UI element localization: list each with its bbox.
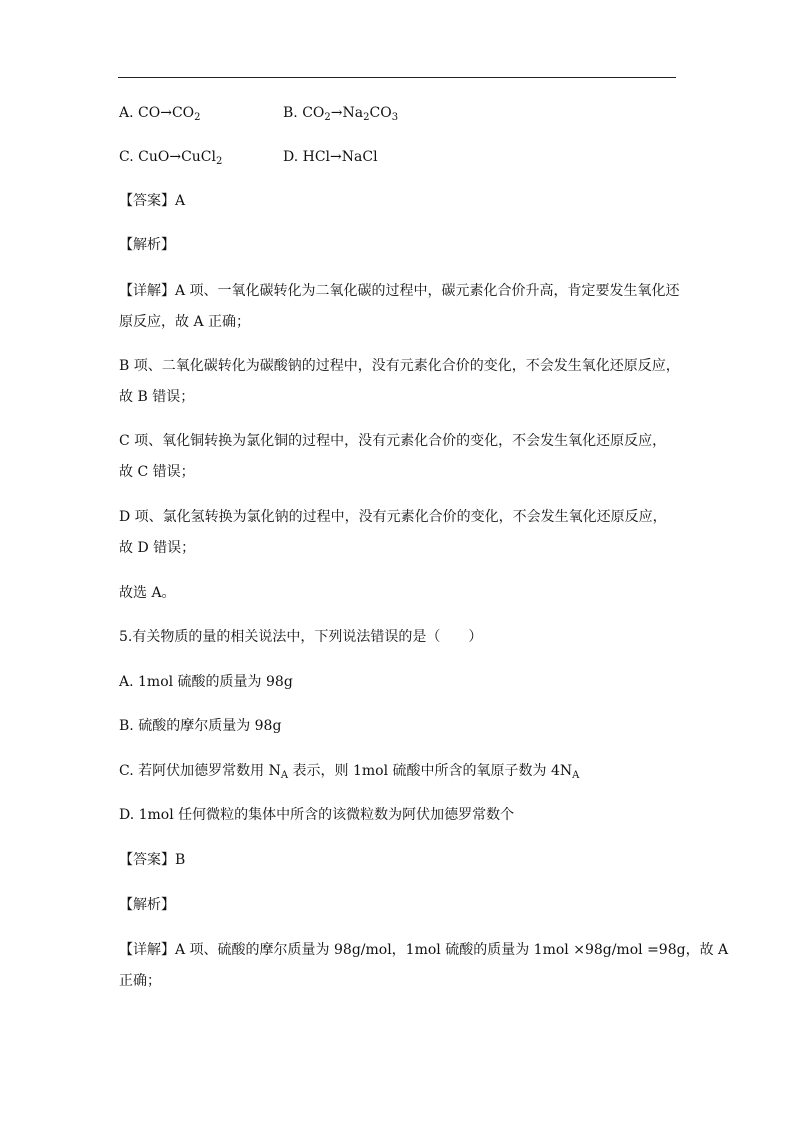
q4-option-a: A. $CO\to CO_2$ <box>119 105 201 123</box>
q4-detail-line: B 项、二氧化碳转化为碳酸钠的过程中，没有元素化合价的变化，不会发生氧化还原反应， <box>119 358 680 374</box>
q5-answer: 【答案】B <box>119 852 186 868</box>
q4-detail-line: 故 B 错误； <box>119 389 195 405</box>
q4-detail-line: D 项、氯化氢转换为氯化钠的过程中，没有元素化合价的变化，不会发生氧化还原反应， <box>119 509 667 525</box>
q4-answer: 【答案】A <box>119 193 186 209</box>
q5-option-a: A. 1mol 硫酸的质量为 98g <box>119 674 293 690</box>
q4-option-d: D. HCl→NaCl <box>283 149 378 165</box>
q5-detail-line: 正确； <box>119 973 161 989</box>
q4-detail-line: 故 D 错误； <box>119 540 196 556</box>
q5-stem: 5.有关物质的量的相关说法中，下列说法错误的是（ ） <box>119 629 483 645</box>
q4-conclusion: 故选 A。 <box>119 585 176 601</box>
q4-detail-line: 【详解】A 项、一氧化碳转化为二氧化碳的过程中，碳元素化合价升高，肯定要发生氧化还 <box>119 283 680 299</box>
q4-analysis-heading: 【解析】 <box>119 237 175 253</box>
q5-detail-line: 【详解】A 项、硫酸的摩尔质量为 98g/mol，1mol 硫酸的质量为 1mol ×98g/mol =98g，故 A <box>119 942 729 958</box>
header-rule <box>118 77 676 78</box>
q4-option-b: B. $CO_2\to Na_2CO_3$ <box>283 105 399 123</box>
q4-detail-line: C 项、氧化铜转换为氯化铜的过程中，没有元素化合价的变化，不会发生氧化还原反应， <box>119 433 667 449</box>
q5-option-b: B. 硫酸的摩尔质量为 98g <box>119 718 282 734</box>
q4-detail-line: 原反应，故 A 正确； <box>119 314 251 330</box>
q5-option-c: C. 若阿伏加德罗常数用 $N_A$ 表示，则 1mol 硫酸中所含的氧原子数为 $4N_A$ <box>119 763 580 781</box>
q5-option-d: D. 1mol 任何微粒的集体中所含的该微粒数为阿伏加德罗常数个 <box>119 807 515 823</box>
q5-analysis-heading: 【解析】 <box>119 897 175 913</box>
q4-option-c: C. CuO→CuCl$_2$ <box>119 149 223 167</box>
q4-detail-line: 故 C 错误； <box>119 464 195 480</box>
